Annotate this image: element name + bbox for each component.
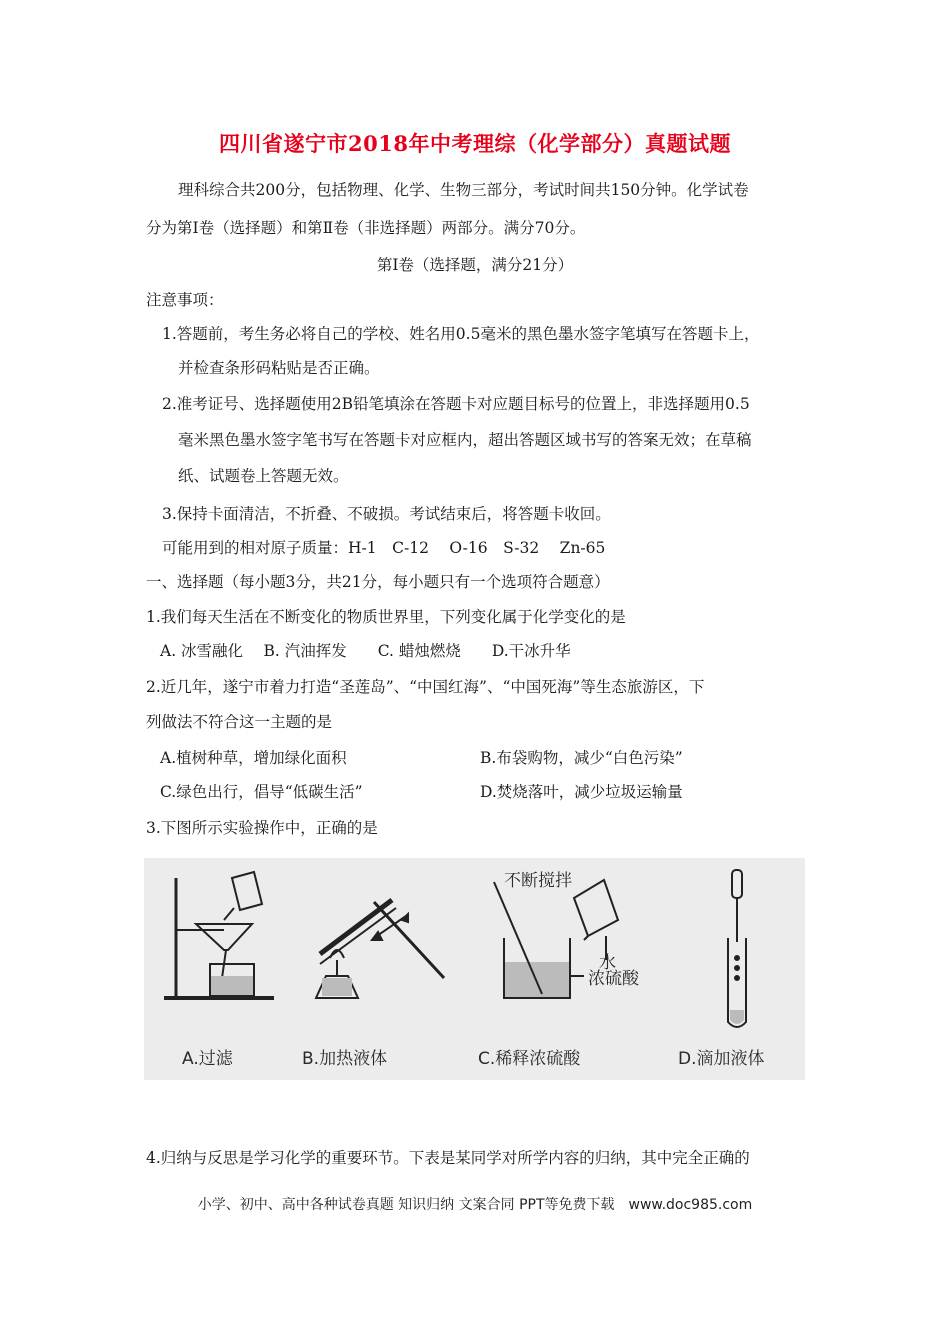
heating-apparatus: [316, 900, 444, 998]
dropper-apparatus: [728, 870, 746, 1027]
notice-title: 注意事项：: [146, 291, 224, 309]
notice-3: 3.保持卡面清洁，不折叠、不破损。考试结束后，将答题卡收回。: [162, 505, 611, 523]
q4-stem: 4.归纳与反思是学习化学的重要环节。下表是某同学对所学内容的归纳，其中完全正确的: [146, 1149, 750, 1167]
notice-2-line-3: 纸、试题卷上答题无效。: [178, 467, 349, 485]
footer-text: 小学、初中、高中各种试卷真题 知识归纳 文案合同 PPT等免费下载 www.doc985.com: [197, 1197, 753, 1213]
caption-d: D.滴加液体: [678, 1049, 765, 1069]
q2-option-c: C.绿色出行，倡导“低碳生活”: [160, 783, 363, 801]
atomic-mass-line: 可能用到的相对原子质量：H-1 C-12 O-16 S-32 Zn-65: [162, 539, 606, 557]
notice-1-line-2: 并检查条形码粘贴是否正确。: [178, 359, 380, 377]
intro-line-2: 分为第Ⅰ卷（选择题）和第Ⅱ卷（非选择题）两部分。满分70分。: [146, 219, 586, 237]
q1-stem: 1.我们每天生活在不断变化的物质世界里，下列变化属于化学变化的是: [146, 608, 626, 626]
caption-b: B.加热液体: [302, 1049, 388, 1069]
part1-title: 一、选择题（每小题3分，共21分，每小题只有一个选项符合题意）: [146, 573, 610, 591]
intro-line-1: 理科综合共200分，包括物理、化学、生物三部分，考试时间共150分钟。化学试卷: [178, 181, 749, 199]
section1-title: 第Ⅰ卷（选择题，满分21分）: [376, 256, 574, 274]
q1-options: A. 冰雪融化 B. 汽油挥发 C. 蜡烛燃烧 D.干冰升华: [160, 642, 571, 660]
filtration-apparatus: [164, 872, 274, 998]
caption-a: A.过滤: [182, 1049, 233, 1069]
lab-operations-figure: [144, 858, 805, 1080]
q2-option-a: A.植树种草，增加绿化面积: [160, 749, 347, 767]
notice-2-line-1: 2.准考证号、选择题使用2B铅笔填涂在答题卡对应题目标号的位置上，非选择题用0.5: [162, 395, 750, 413]
acid-label: 浓硫酸: [588, 969, 639, 989]
document-title: 四川省遂宁市2018年中考理综（化学部分）真题试题: [219, 131, 731, 156]
q2-stem-line-2: 列做法不符合这一主题的是: [146, 713, 333, 731]
notice-2-line-2: 毫米黑色墨水签字笔书写在答题卡对应框内，超出答题区域书写的答案无效；在草稿: [178, 431, 752, 449]
q3-stem: 3.下图所示实验操作中，正确的是: [146, 819, 378, 837]
caption-c: C.稀释浓硫酸: [478, 1049, 581, 1069]
water-label: 水: [599, 953, 616, 973]
q2-option-b: B.布袋购物，减少“白色污染”: [480, 749, 683, 767]
q2-option-d: D.焚烧落叶，减少垃圾运输量: [480, 783, 683, 801]
stir-label: 不断搅拌: [504, 871, 572, 891]
notice-1-line-1: 1.答题前，考生务必将自己的学校、姓名用0.5毫米的黑色墨水签字笔填写在答题卡上，: [162, 325, 760, 343]
q2-stem-line-1: 2.近几年，遂宁市着力打造“圣莲岛”、“中国红海”、“中国死海”等生态旅游区，下: [146, 678, 705, 696]
